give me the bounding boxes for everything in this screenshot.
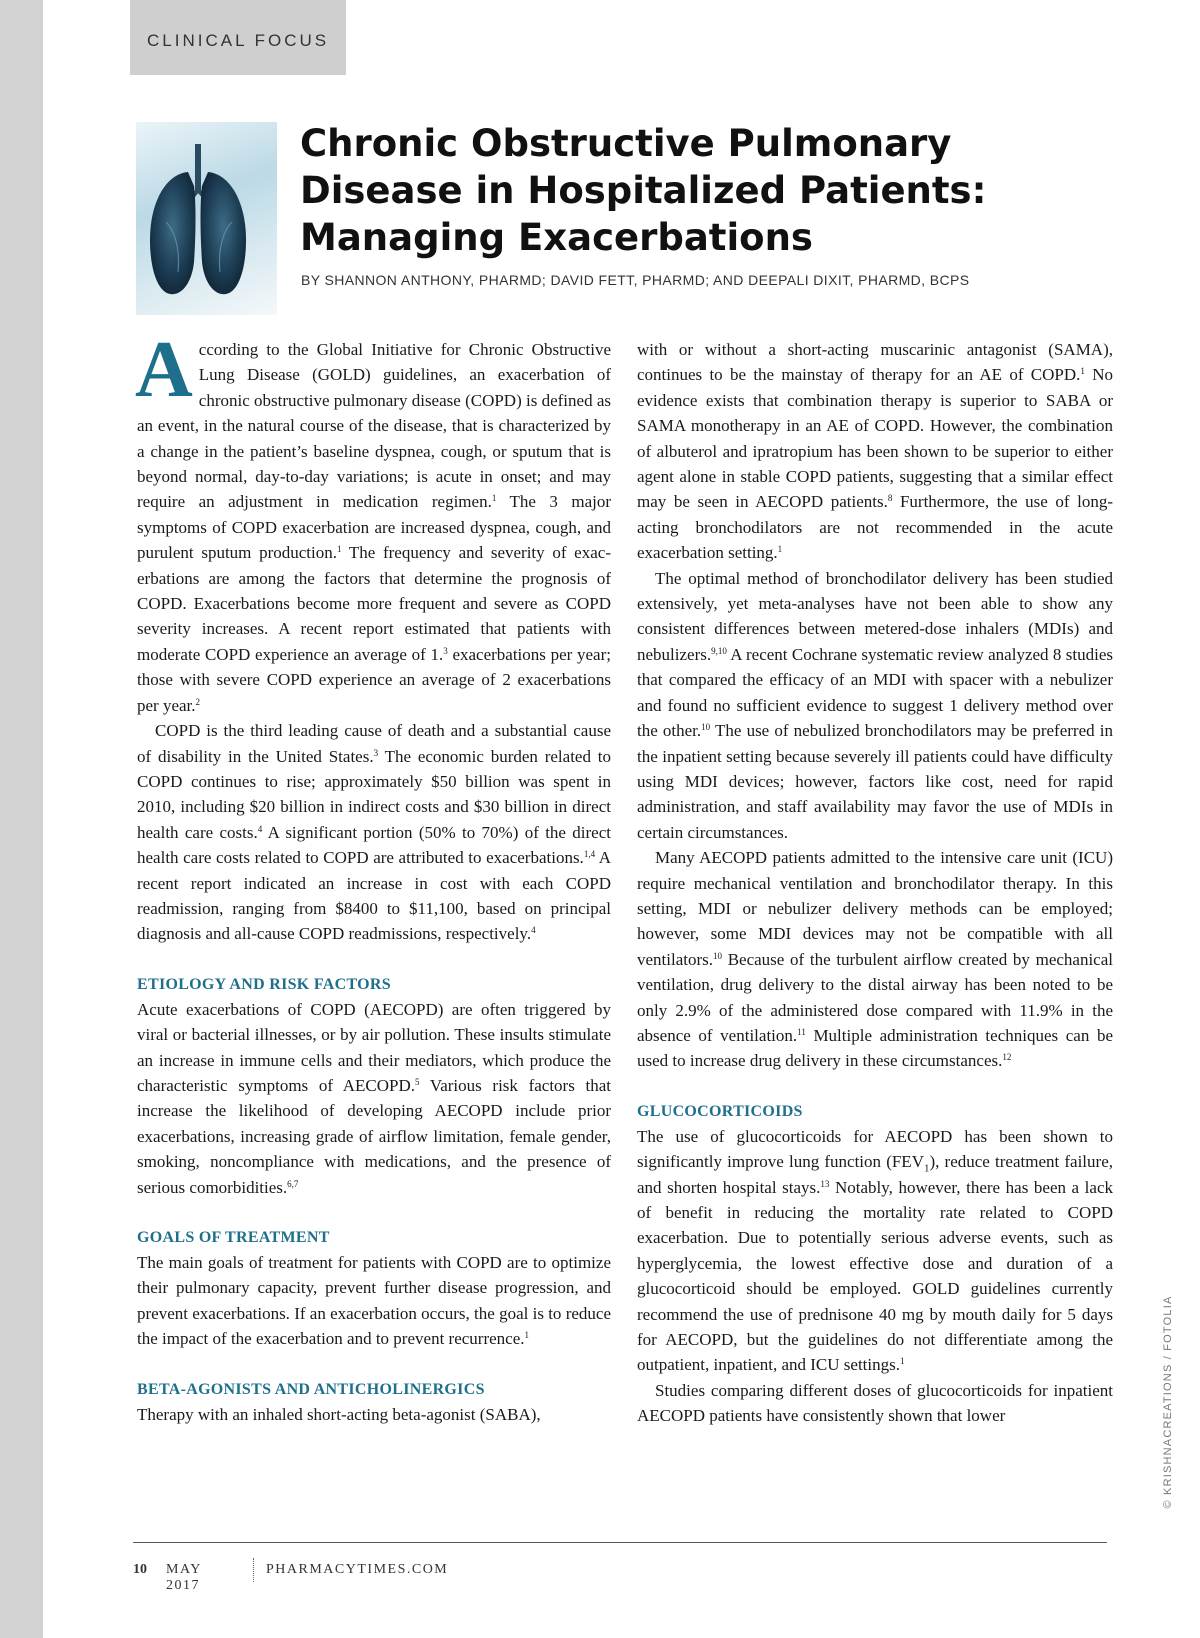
paragraph: Therapy with an inhaled short-acting beta-agonist (SABA), [137,1404,541,1424]
paragraph: The optimal method of bronchodilator delivery has been studied extensively, yet meta-analyses have not been able to show any consistent differences between metered-dose inhalers (MDIs) and nebulizers.$^{9,10}$ A recent Cochrane systematic review analyzed 8 studies that compared the efficacy of an MDI with spacer with a nebulizer and found no sufficient evidence to suggest 1 delivery method over the other.$^{10}$ The use of nebulized bronchodilators may be preferred in the inpatient setting because severely ill patients could have difficulty using MDI devices; however, factors like cost, need for rapid administration, and staff availability may favor the use of MDIs in certain circumstances. [637,568,1113,842]
paragraph: COPD is the third leading cause of death and a substantial cause of disability in the United States.$^3$ The economic burden related to COPD continues to rise; approximately $50 billion was spent in 2010, including $20 billion in indirect costs and $30 billion in direct health care costs.$^4$ A significant portion (50% to 70%) of the direct health care costs related to COPD are attributed to exacerbations.$^{1,4}$ A recent report indicated an increase in cost with each COPD readmission, ranging from $8400 to $11,100, based on principal diagnosis and all-cause COPD readmissions, respectively.$^4$ [137,721,611,944]
page-gutter [0,0,43,1638]
body-column-left [135,326,612,1427]
paragraph: Acute exacerbations of COPD (AECOPD) are often triggered by viral or bacterial illnesses, or by air pollution. These insults stimulate an increase in immune cells and their mediators, which produce the characteristic symptoms of AECOPD.$^5$ Various risk factors that increase the likelihood of developing AECOPD include prior exacerbations, increasing grade of airflow limitation, female gender, smoking, noncompliance with medications, and the presence of serious comorbidities.$^{6,7}$ [137,999,611,1197]
paragraph: Many AECOPD patients admitted to the intensive care unit (ICU) require mechanical ventilation and bronchodilator therapy. In this setting, MDI or nebulizer delivery methods can be employed; however, some MDI devices may not be compatible with all ventilators.$^{10}$ Because of the turbulent airflow created by mechanical ventilation, drug delivery to the distal airway has been noted to be only 2.9% of the administered dose compared with 11.9% in the absence of ventilation.$^{11}$ Multiple administration techniques can be used to increase drug delivery in these circumstances.$^{12}$ [637,848,1113,1071]
image-credit-text: © KRISHNACREATIONS / FOTOLIA [1162,1295,1174,1509]
section-heading-goals: GOALS OF TREATMENT [137,1229,330,1246]
section-tab [130,0,346,75]
image-credit [1162,1295,1174,1509]
page-number: 10 [133,1562,147,1577]
section-label: CLINICAL FOCUS [147,31,330,50]
website-link[interactable]: PHARMACYTIMES.COM [266,1562,449,1577]
byline: BY SHANNON ANTHONY, PHARMD; DAVID FETT, PHARMD; AND DEEPALI DIXIT, PHARMD, BCPS [301,272,970,288]
paragraph [135,326,612,718]
section-heading-beta-agonists: BETA-AGONISTS AND ANTICHOLINERGICS [137,1380,485,1398]
lungs-illustration [136,122,277,315]
footer-separator [253,1558,254,1582]
paragraph: The main goals of treatment for patients with COPD are to optimize their pulmonary capacity, prevent further disease progression, and prevent exacerbations. If an exacerbation occurs, the goal is to reduce the impact of the exacerbation and to prevent recurrence.$^1$ [137,1253,611,1349]
body-column-right [637,337,1113,1429]
issue-date: MAY 2017 [166,1562,202,1593]
footer-rule [133,1542,1107,1543]
section-heading-etiology: ETIOLOGY AND RISK FACTORS [137,975,391,993]
paragraph: The use of glucocorticoids for AECOPD has been shown to significantly improve lung function $(FEV_1)$, reduce treatment failure, and shorten hospital stays.$^{13}$ Notably, however, there has been a lack of benefit in reducing the mortality rate related to COPD exacerbation. Due to potentially serious adverse events, such as hyperglycemia, the lowest effective dose and duration of a glucocorticoid should be employed. GOLD guidelines currently recommend the use of prednisone 40 mg by mouth daily for 5 days for AECOPD, but the guidelines do not differentiate among the outpatient, inpatient, and ICU settings.$^1$ [637,1126,1113,1375]
section-heading-glucocorticoids: GLUCOCORTICOIDS [637,1102,803,1120]
lungs-icon [136,122,277,315]
drop-cap: A [135,326,193,414]
paragraph: with or without a short-acting muscarinic antagonist (SAMA), continues to be the mainstay of therapy for an AE of COPD.$^1$ No evidence exists that combination therapy is superior to SABA or SAMA monotherapy in an AE of COPD. However, the combination of albuterol and ipratropium has been shown to be superior to either agent alone in stable COPD patients, suggesting that a similar effect may be seen in AECOPD patients.$^8$ Furthermore, the use of long-acting bronchodilators are not recommended in the acute exacerbation setting.$^1$ [637,340,1113,563]
article-title: Chronic Obstructive Pulmonary Disease in Hospitalized Patients: Managing Exacerbations [300,122,987,259]
paragraph: Studies comparing different doses of glucocorticoids for inpatient AECOPD patients have consistently shown that lower [637,1380,1113,1426]
paragraph-text: ccording to the Global Initiative for Chronic Obstructive Lung Disease (GOLD) guidelines, an exacerbation of chronic obstructive pulmonary disease (COPD) is defined as an event, in the natural course of the disease, that is characterized by a change in the patient’s baseline dyspnea, cough, or sputum that is beyond normal, day-to-day variations; is acute in onset; and may require an adjustment in medication regimen.$^1$ The 3 major symptoms of COPD exacerbation are increased dyspnea, cough, and purulent sputum production.$^1$ The frequency and severity of exacerbations are among the factors that determine the prognosis of COPD. Exacerbations become more frequent and severe as COPD severity increases. A recent report estimated that patients with moderate COPD experience an average of 1.$^3$ exacerbations per year; those with severe COPD experience an average of 2 exacerbations per year.$^2$ [137,340,612,715]
